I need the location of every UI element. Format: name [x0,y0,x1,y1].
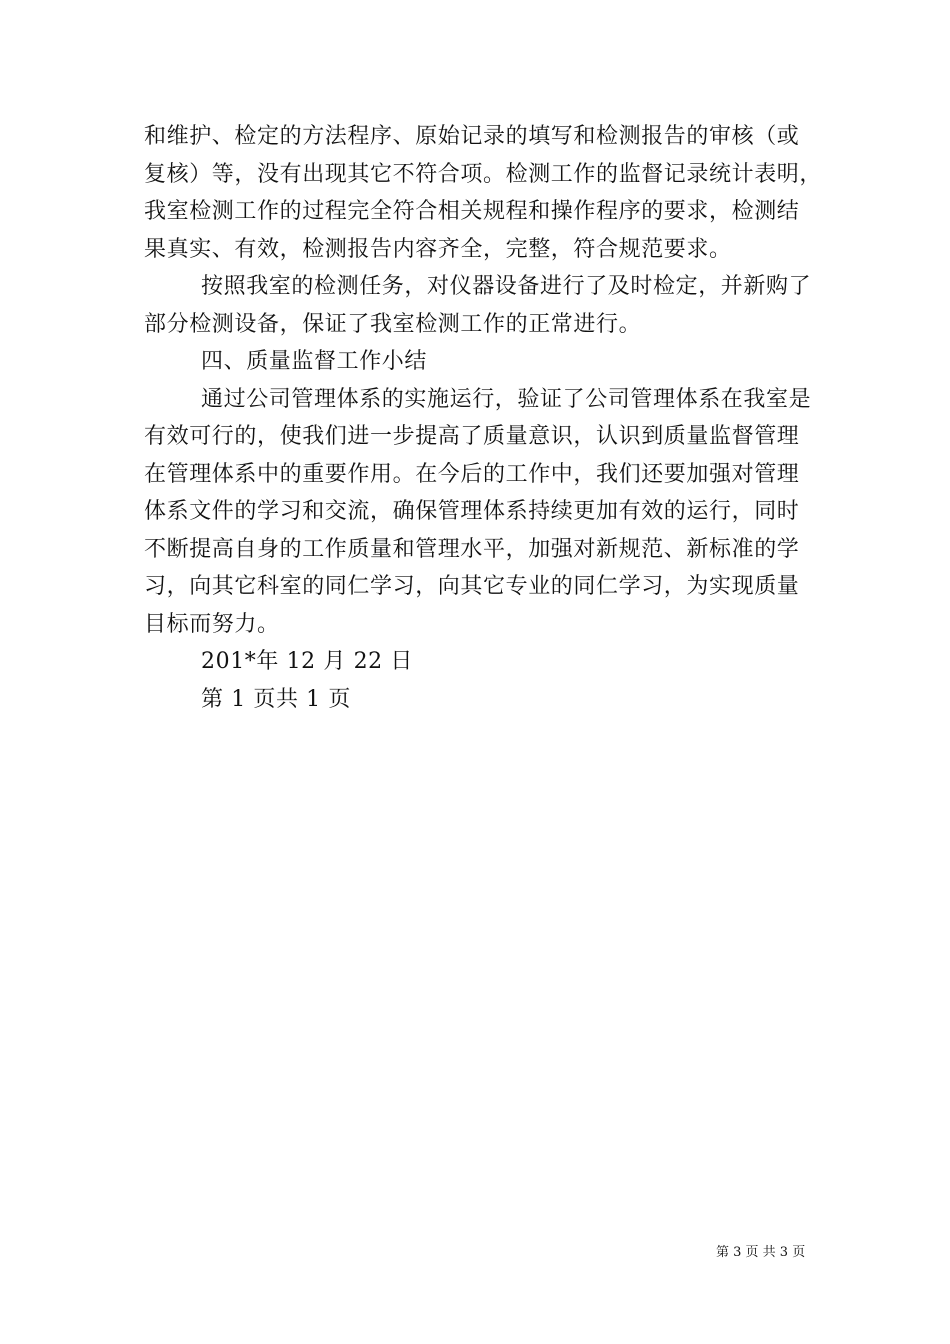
section-heading: 四、质量监督工作小结 [201,349,428,374]
document-body [144,118,824,718]
document-date: 201*年 12 月 22 日 [201,649,413,674]
inline-page-marker: 第 1 页共 1 页 [201,686,351,712]
text-line: 按照我室的检测任务，对仪器设备进行了及时检定，并新购了 [201,274,812,299]
text-line: 果真实、有效，检测报告内容齐全，完整，符合规范要求。 [144,236,732,262]
text-line: 通过公司管理体系的实施运行，验证了公司管理体系在我室是 [201,386,812,412]
text-line: 不断提高自身的工作质量和管理水平，加强对新规范、新标准的学 [144,536,800,562]
text-line: 部分检测设备，保证了我室检测工作的正常进行。 [144,311,642,337]
text-line: 复核）等，没有出现其它不符合项。检测工作的监督记录统计表明， [144,161,823,187]
text-line: 有效可行的，使我们进一步提高了质量意识，认识到质量监督管理 [144,424,800,449]
paragraph-summary [144,381,824,644]
text-line: 我室检测工作的过程完全符合相关规程和操作程序的要求，检测结 [144,199,800,224]
text-line: 目标而努力。 [144,611,280,637]
text-line: 在管理体系中的重要作用。在今后的工作中，我们还要加强对管理 [144,461,800,487]
text-line: 和维护、检定的方法程序、原始记录的填写和检测报告的审核（或 [144,124,800,149]
paragraph-quality-review [144,118,824,268]
text-line: 体系文件的学习和交流，确保管理体系持续更加有效的运行，同时 [144,499,800,524]
text-line: 习，向其它科室的同仁学习，向其它专业的同仁学习，为实现质量 [144,574,800,599]
page-number-footer: 第 3 页 共 3 页 [716,1245,806,1260]
paragraph-equipment [144,268,824,343]
